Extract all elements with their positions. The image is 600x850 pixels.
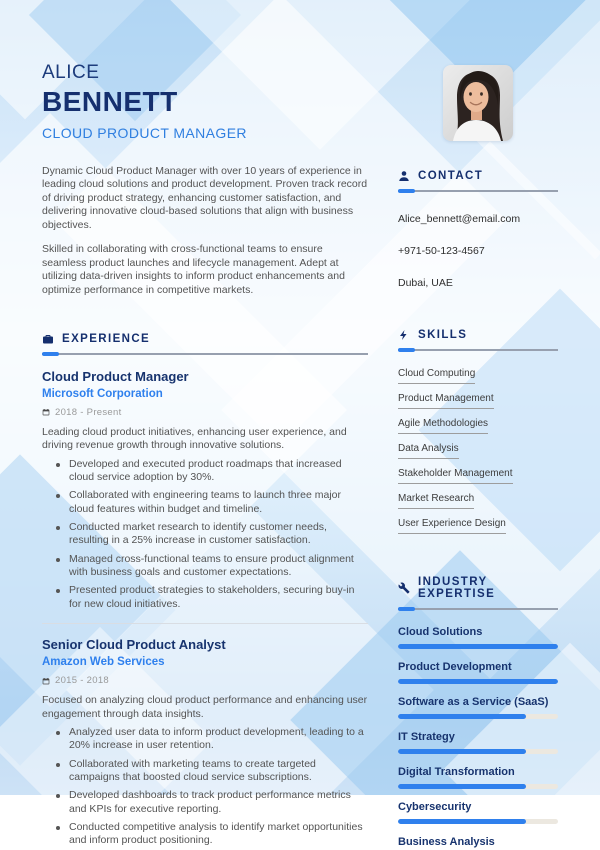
bullet-item: Analyzed user data to inform product development, leading to a 20% increase in user retention. bbox=[69, 726, 368, 753]
summary-paragraph: Dynamic Cloud Product Manager with over 10 years of experience in leading cloud solutions and product development. Proven track record of driving product strategy, enhancing customer satisfaction, and delivering innovative cloud-based solutions that align with business objectives. bbox=[42, 165, 368, 231]
date-row bbox=[42, 675, 368, 686]
job-bullet-list bbox=[42, 726, 368, 848]
bullet-item: Developed dashboards to track product performance metrics and KPIs for executive reporting. bbox=[69, 789, 368, 816]
lightning-icon bbox=[398, 329, 410, 341]
experience-section-header bbox=[42, 333, 368, 345]
expertise-label: Digital Transformation bbox=[398, 766, 515, 778]
expertise-bar bbox=[398, 819, 558, 824]
bullet-item: Managed cross-functional teams to ensure product alignment with business goals and customer expectations. bbox=[69, 553, 368, 580]
industry-expertise-section bbox=[398, 576, 558, 850]
expertise-bar-fill bbox=[398, 679, 558, 684]
briefcase-icon bbox=[42, 333, 54, 345]
header bbox=[42, 62, 247, 141]
section-divider bbox=[398, 348, 558, 352]
expertise-bar bbox=[398, 644, 558, 649]
bullet-item: Developed and executed product roadmaps that increased cloud service adoption by 30%. bbox=[69, 458, 368, 485]
skill-item: Data Analysis bbox=[398, 443, 459, 459]
expertise-label: Product Development bbox=[398, 661, 512, 673]
job-entry bbox=[42, 637, 368, 848]
expertise-label: Business Analysis bbox=[398, 836, 495, 848]
skills-list bbox=[398, 368, 558, 534]
last-name: BENNETT bbox=[42, 86, 178, 117]
company-name: Amazon Web Services bbox=[42, 656, 165, 669]
date-range: 2015 - 2018 bbox=[55, 675, 110, 687]
job-summary: Leading cloud product initiatives, enhancing user experience, and driving revenue growth through innovative solutions. bbox=[42, 425, 347, 452]
expertise-list bbox=[398, 626, 558, 850]
sidebar-column bbox=[398, 170, 558, 850]
job-entry bbox=[42, 369, 368, 611]
expertise-bar bbox=[398, 714, 558, 719]
bullet-item: Collaborated with marketing teams to create targeted campaigns that boosted cloud service subscriptions. bbox=[69, 758, 368, 785]
expertise-bar bbox=[398, 749, 558, 754]
expertise-item bbox=[398, 731, 558, 754]
expertise-bar-fill bbox=[398, 644, 558, 649]
summary-paragraph: Skilled in collaborating with cross-functional teams to ensure seamless product launches and lifecycle management. Adept at utilizing data-driven insights to inform product enhancements and optimize performance in competitive markets. bbox=[42, 243, 345, 296]
section-divider bbox=[398, 607, 558, 611]
bullet-item: Presented product strategies to stakeholders, securing buy-in for new cloud initiatives. bbox=[69, 584, 368, 611]
experience-section bbox=[42, 333, 368, 848]
expertise-item bbox=[398, 626, 558, 649]
wrench-icon bbox=[398, 582, 410, 594]
skills-section bbox=[398, 329, 558, 534]
contact-location: Dubai, UAE bbox=[398, 277, 453, 289]
expertise-bar-fill bbox=[398, 784, 526, 789]
expertise-label: Software as a Service (SaaS) bbox=[398, 696, 549, 708]
expertise-item bbox=[398, 661, 558, 684]
expertise-label: Cloud Solutions bbox=[398, 626, 483, 638]
person-icon bbox=[398, 170, 410, 182]
job-divider bbox=[42, 623, 368, 624]
main-column bbox=[42, 165, 368, 850]
date-range: 2018 - Present bbox=[55, 406, 122, 418]
bullet-item: Conducted competitive analysis to identify market opportunities and inform product positioning. bbox=[69, 821, 368, 848]
expertise-bar bbox=[398, 679, 558, 684]
expertise-item bbox=[398, 801, 558, 824]
bullet-item: Collaborated with engineering teams to launch three major cloud features within budget and timeline. bbox=[69, 489, 368, 516]
section-title-industry-expertise: INDUSTRY EXPERTISE bbox=[418, 576, 496, 600]
expertise-bar-fill bbox=[398, 819, 526, 824]
company-name: Microsoft Corporation bbox=[42, 387, 163, 400]
bullet-item: Conducted market research to identify customer needs, resulting in a 25% increase in customer satisfaction. bbox=[69, 521, 368, 548]
calendar-icon bbox=[42, 408, 50, 416]
expertise-item bbox=[398, 836, 558, 850]
job-position-title: Cloud Product Manager bbox=[42, 368, 189, 384]
section-title-skills: SKILLS bbox=[418, 329, 468, 341]
role-title: CLOUD PRODUCT MANAGER bbox=[42, 125, 247, 141]
expertise-bar-fill bbox=[398, 714, 526, 719]
summary-section bbox=[42, 165, 368, 297]
expertise-bar bbox=[398, 784, 558, 789]
first-name: ALICE bbox=[42, 62, 100, 83]
contact-phone: +971-50-123-4567 bbox=[398, 245, 485, 257]
skill-item: Market Research bbox=[398, 493, 474, 509]
contact-email: Alice_bennett@email.com bbox=[398, 213, 521, 225]
skills-section-header bbox=[398, 329, 558, 341]
expertise-item bbox=[398, 696, 558, 719]
expertise-label: IT Strategy bbox=[398, 731, 455, 743]
expertise-bar-fill bbox=[398, 749, 526, 754]
industry-expertise-section-header bbox=[398, 576, 558, 600]
job-summary: Focused on analyzing cloud product performance and enhancing user engagement through data insights. bbox=[42, 694, 368, 720]
skill-item: Cloud Computing bbox=[398, 368, 475, 384]
contact-section bbox=[398, 170, 558, 289]
section-divider bbox=[42, 352, 368, 356]
date-row bbox=[42, 407, 368, 418]
skill-item: Product Management bbox=[398, 393, 494, 409]
contact-section-header bbox=[398, 170, 558, 182]
profile-photo bbox=[443, 65, 513, 141]
skill-item: User Experience Design bbox=[398, 518, 506, 534]
expertise-label: Cybersecurity bbox=[398, 801, 472, 813]
skill-item: Agile Methodologies bbox=[398, 418, 488, 434]
section-title-experience: EXPERIENCE bbox=[62, 332, 151, 345]
job-position-title: Senior Cloud Product Analyst bbox=[42, 637, 226, 653]
calendar-icon bbox=[42, 677, 50, 685]
section-divider bbox=[398, 189, 558, 193]
job-bullet-list bbox=[42, 458, 368, 611]
skill-item: Stakeholder Management bbox=[398, 468, 513, 484]
expertise-item bbox=[398, 766, 558, 789]
section-title-contact: CONTACT bbox=[418, 170, 484, 182]
